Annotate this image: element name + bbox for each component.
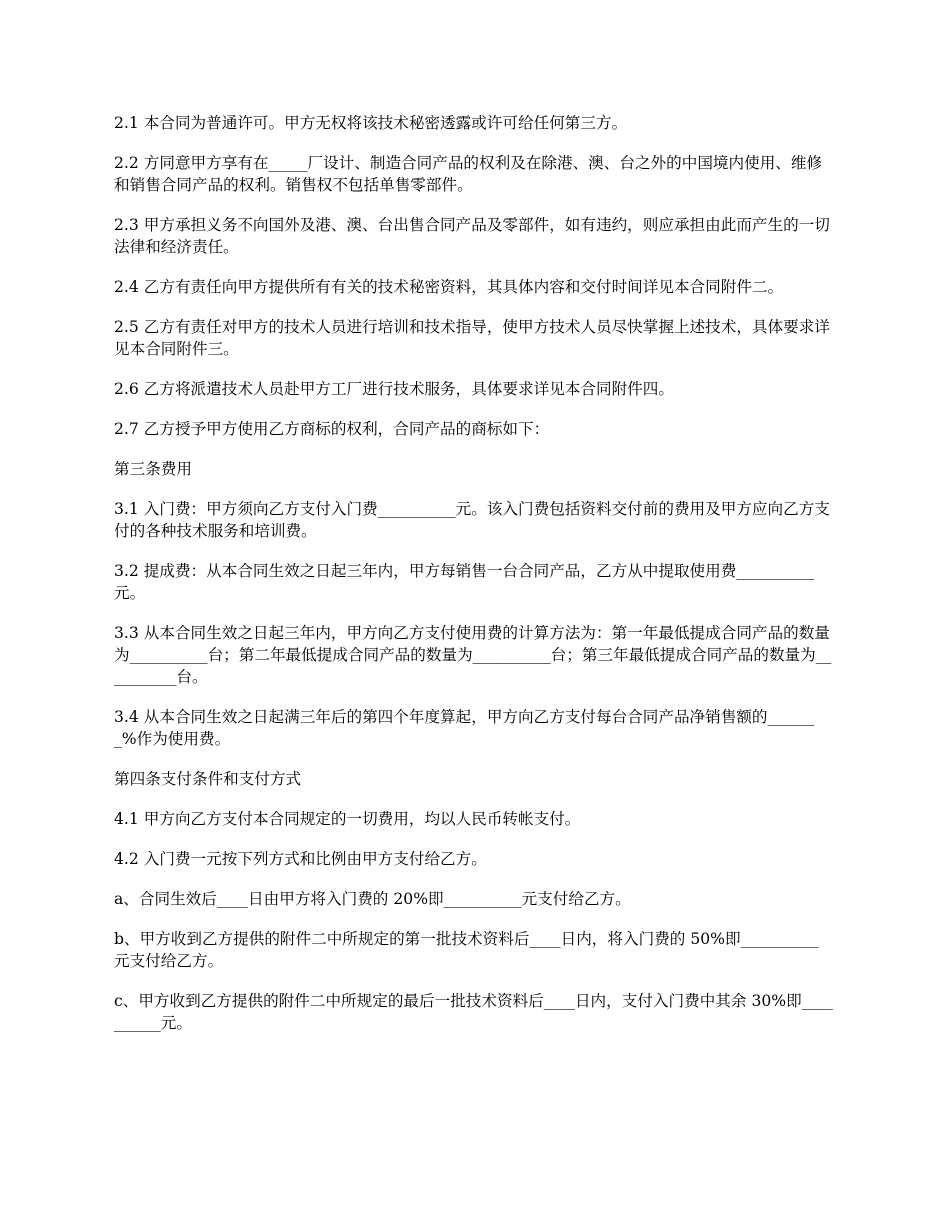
paragraph-3-3: 3.3 从本合同生效之日起三年内，甲方向乙方支付使用费的计算方法为：第一年最低提成合同产品的数量为__________台；第二年最低提成合同产品的数量为__________台；第三年最低提成合同产品的数量为__________台。 bbox=[114, 624, 832, 686]
paragraph-2-2: 2.2 方同意甲方享有在_____厂设计、制造合同产品的权利及在除港、澳、台之外的中国境内使用、维修和销售合同产品的权利。销售权不包括单售零部件。 bbox=[114, 154, 823, 194]
paragraph-2-3: 2.3 甲方承担义务不向国外及港、澳、台出售合同产品及零部件，如有违约，则应承担由此而产生的一切法律和经济责任。 bbox=[114, 216, 830, 256]
paragraph-item-c: c、甲方收到乙方提供的附件二中所规定的最后一批技术资料后____日内，支付入门费中其余 30%即__________元。 bbox=[114, 992, 833, 1032]
paragraph-2-4: 2.4 乙方有责任向甲方提供所有有关的技术秘密资料，其具体内容和交付时间详见本合同附件二。 bbox=[114, 278, 784, 296]
paragraph-4-1: 4.1 甲方向乙方支付本合同规定的一切费用，均以人民币转帐支付。 bbox=[114, 810, 581, 828]
paragraph-4-2: 4.2 入门费一元按下列方式和比例由甲方支付给乙方。 bbox=[114, 850, 487, 868]
paragraph-item-b: b、甲方收到乙方提供的附件二中所规定的第一批技术资料后____日内，将入门费的 50%即__________元支付给乙方。 bbox=[114, 930, 819, 970]
section-heading-article-3: 第三条费用 bbox=[114, 460, 192, 478]
paragraph-2-7: 2.7 乙方授予甲方使用乙方商标的权利，合同产品的商标如下： bbox=[114, 420, 550, 438]
paragraph-item-a: a、合同生效后____日由甲方将入门费的 20%即__________元支付给乙方。 bbox=[114, 890, 631, 908]
section-heading-article-4: 第四条支付条件和支付方式 bbox=[114, 770, 302, 788]
paragraph-2-1: 2.1 本合同为普通许可。甲方无权将该技术秘密透露或许可给任何第三方。 bbox=[114, 114, 628, 132]
document-page bbox=[114, 112, 834, 1052]
paragraph-3-2: 3.2 提成费：从本合同生效之日起三年内，甲方每销售一台合同产品，乙方从中提取使用费__________元。 bbox=[114, 562, 815, 602]
paragraph-3-4: 3.4 从本合同生效之日起满三年后的第四个年度算起，甲方向乙方支付每台合同产品净销售额的_______%作为使用费。 bbox=[114, 708, 815, 748]
paragraph-2-6: 2.6 乙方将派遣技术人员赴甲方工厂进行技术服务，具体要求详见本合同附件四。 bbox=[114, 380, 674, 398]
paragraph-3-1: 3.1 入门费：甲方须向乙方支付入门费__________元。该入门费包括资料交付前的费用及甲方应向乙方支付的各种技术服务和培训费。 bbox=[114, 500, 830, 540]
paragraph-2-5: 2.5 乙方有责任对甲方的技术人员进行培训和技术指导，使甲方技术人员尽快掌握上述技术，具体要求详见本合同附件三。 bbox=[114, 318, 830, 358]
